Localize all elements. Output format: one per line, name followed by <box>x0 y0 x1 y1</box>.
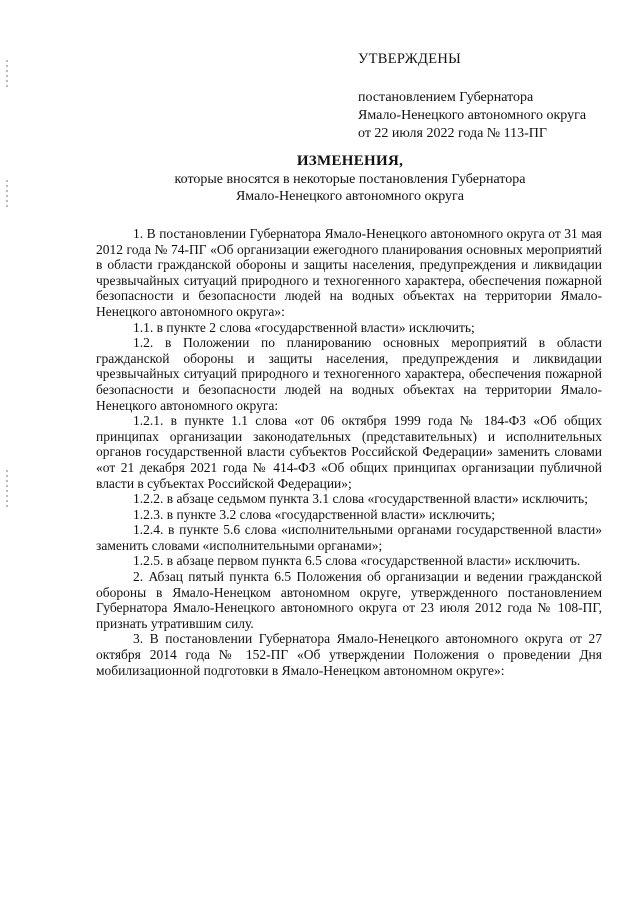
approval-line: от 22 июля 2022 года № 113-ПГ <box>358 126 547 141</box>
heading-subtitle-line: Ямало-Ненецкого автономного округа <box>235 189 465 204</box>
paragraph: 1.2. в Положении по планированию основных мероприятий в области гражданской обороны и защиты населения, предупреждения и ликвидации чрезвычайных ситуаций природного и техногенного характера, обеспечения пожарной безопасности и безопасности людей на водных объектах на территории Ямало-Ненецкого автономного округа: <box>96 335 602 413</box>
scan-margin-mark <box>6 470 8 510</box>
paragraph: 1.2.2. в абзаце седьмом пункта 3.1 слова «государственной власти» исключить; <box>133 491 588 507</box>
approval-line: постановлением Губернатора <box>358 90 534 105</box>
paragraph: 3. В постановлении Губернатора Ямало-Ненецкого автономного округа от 27 октября 2014 года № 152-ПГ «Об утверждении Положения о проведении Дня мобилизационной подготовки в Ямало-Ненецком автономном округе»: <box>96 631 602 678</box>
paragraph: 2. Абзац пятый пункта 6.5 Положения об организации и ведении гражданской обороны в Ямало-Ненецком автономном округе, утвержденного постановлением Губернатора Ямало-Ненецкого автономного округа от 23 июля 2012 года № 108-ПГ, признать утратившим силу. <box>96 569 602 631</box>
document-heading <box>100 152 600 205</box>
heading-subtitle-line: которые вносятся в некоторые постановления Губернатора <box>174 172 526 187</box>
scan-margin-mark <box>6 180 8 210</box>
paragraph: 1.2.5. в абзаце первом пункта 6.5 слова «государственной власти» исключить. <box>133 553 581 569</box>
paragraph: 1.2.1. в пункте 1.1 слова «от 06 октября 1999 года № 184-ФЗ «Об общих принципах организации законодательных (представительных) и исполнительных органов государственной власти субъектов Российской Федерации» заменить словами «от 21 декабря 2021 года № 414-ФЗ «Об общих принципах организации публичной власти в субъектах Российской Федерации»; <box>96 413 602 491</box>
paragraph: 1.1. в пункте 2 слова «государственной власти» исключить; <box>133 319 475 335</box>
document-body <box>96 226 602 678</box>
heading-title: ИЗМЕНЕНИЯ, <box>296 153 404 169</box>
scan-margin-mark <box>6 60 8 90</box>
paragraph: 1.2.3. в пункте 3.2 слова «государственной власти» исключить; <box>133 506 496 522</box>
approval-block <box>358 50 618 143</box>
paragraph: 1. В постановлении Губернатора Ямало-Ненецкого автономного округа от 31 мая 2012 года № 74-ПГ «Об организации ежегодного планирования основных мероприятий в области гражданской обороны и защиты населения, предупреждения и ликвидации чрезвычайных ситуаций природного и техногенного характера, обеспечения пожарной безопасности и безопасности людей на водных объектах на территории Ямало-Ненецкого автономного округа»: <box>96 226 602 319</box>
approval-line: Ямало-Ненецкого автономного округа <box>358 108 587 123</box>
approval-title: УТВЕРЖДЕНЫ <box>358 51 462 67</box>
paragraph: 1.2.4. в пункте 5.6 слова «исполнительными органами государственной власти» заменить словами «исполнительными органами»; <box>96 522 602 553</box>
